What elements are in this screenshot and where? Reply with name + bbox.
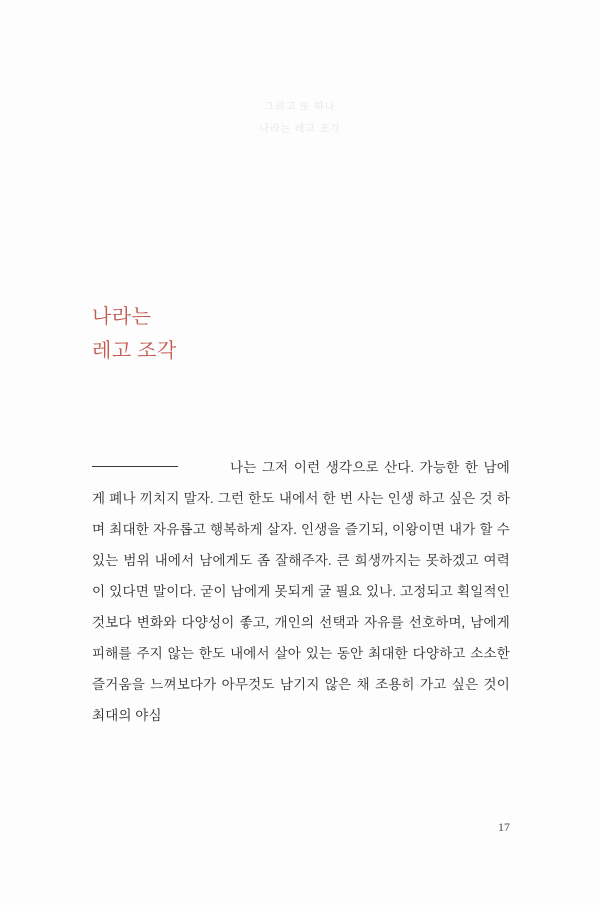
page-showthrough-line-2: 나라는 레고 조각 [259,124,341,135]
body-paragraph [92,452,510,731]
chapter-title [92,300,512,368]
body-paragraph-text: 나는 그저 이런 생각으로 산다. 가능한 한 남에게 폐나 끼치지 말자. 그런 한도 내에서 한 번 사는 인생 하고 싶은 것 하며 최대한 자유롭고 행복하게 살자. 인생을 즐기되, 이왕이면 내가 할 수 있는 범위 내에서 남에게도 좀 잘해주자. 큰 희생까지는 못하겠고 여력이 있다면 말이다. 굳이 남에게 못되게 굴 필요 있나. 고정되고 획일적인 것보다 변화와 다양성이 좋고, 개인의 선택과 자유를 선호하며, 남에게 피해를 주지 않는 한도 내에서 살아 있는 동안 최대한 다양하고 소소한 즐거움을 느껴보다가 아무것도 남기지 않은 채 조용히 가고 싶은 것이 최대의 야심 [92,460,510,723]
page-number: 17 [498,820,510,834]
paragraph-lead-rule [92,466,178,467]
chapter-title-line-2: 레고 조각 [92,340,177,362]
chapter-title-line-1: 나라는 [92,306,152,328]
page-showthrough-line-1: 그리고 또 하나 [264,102,336,113]
